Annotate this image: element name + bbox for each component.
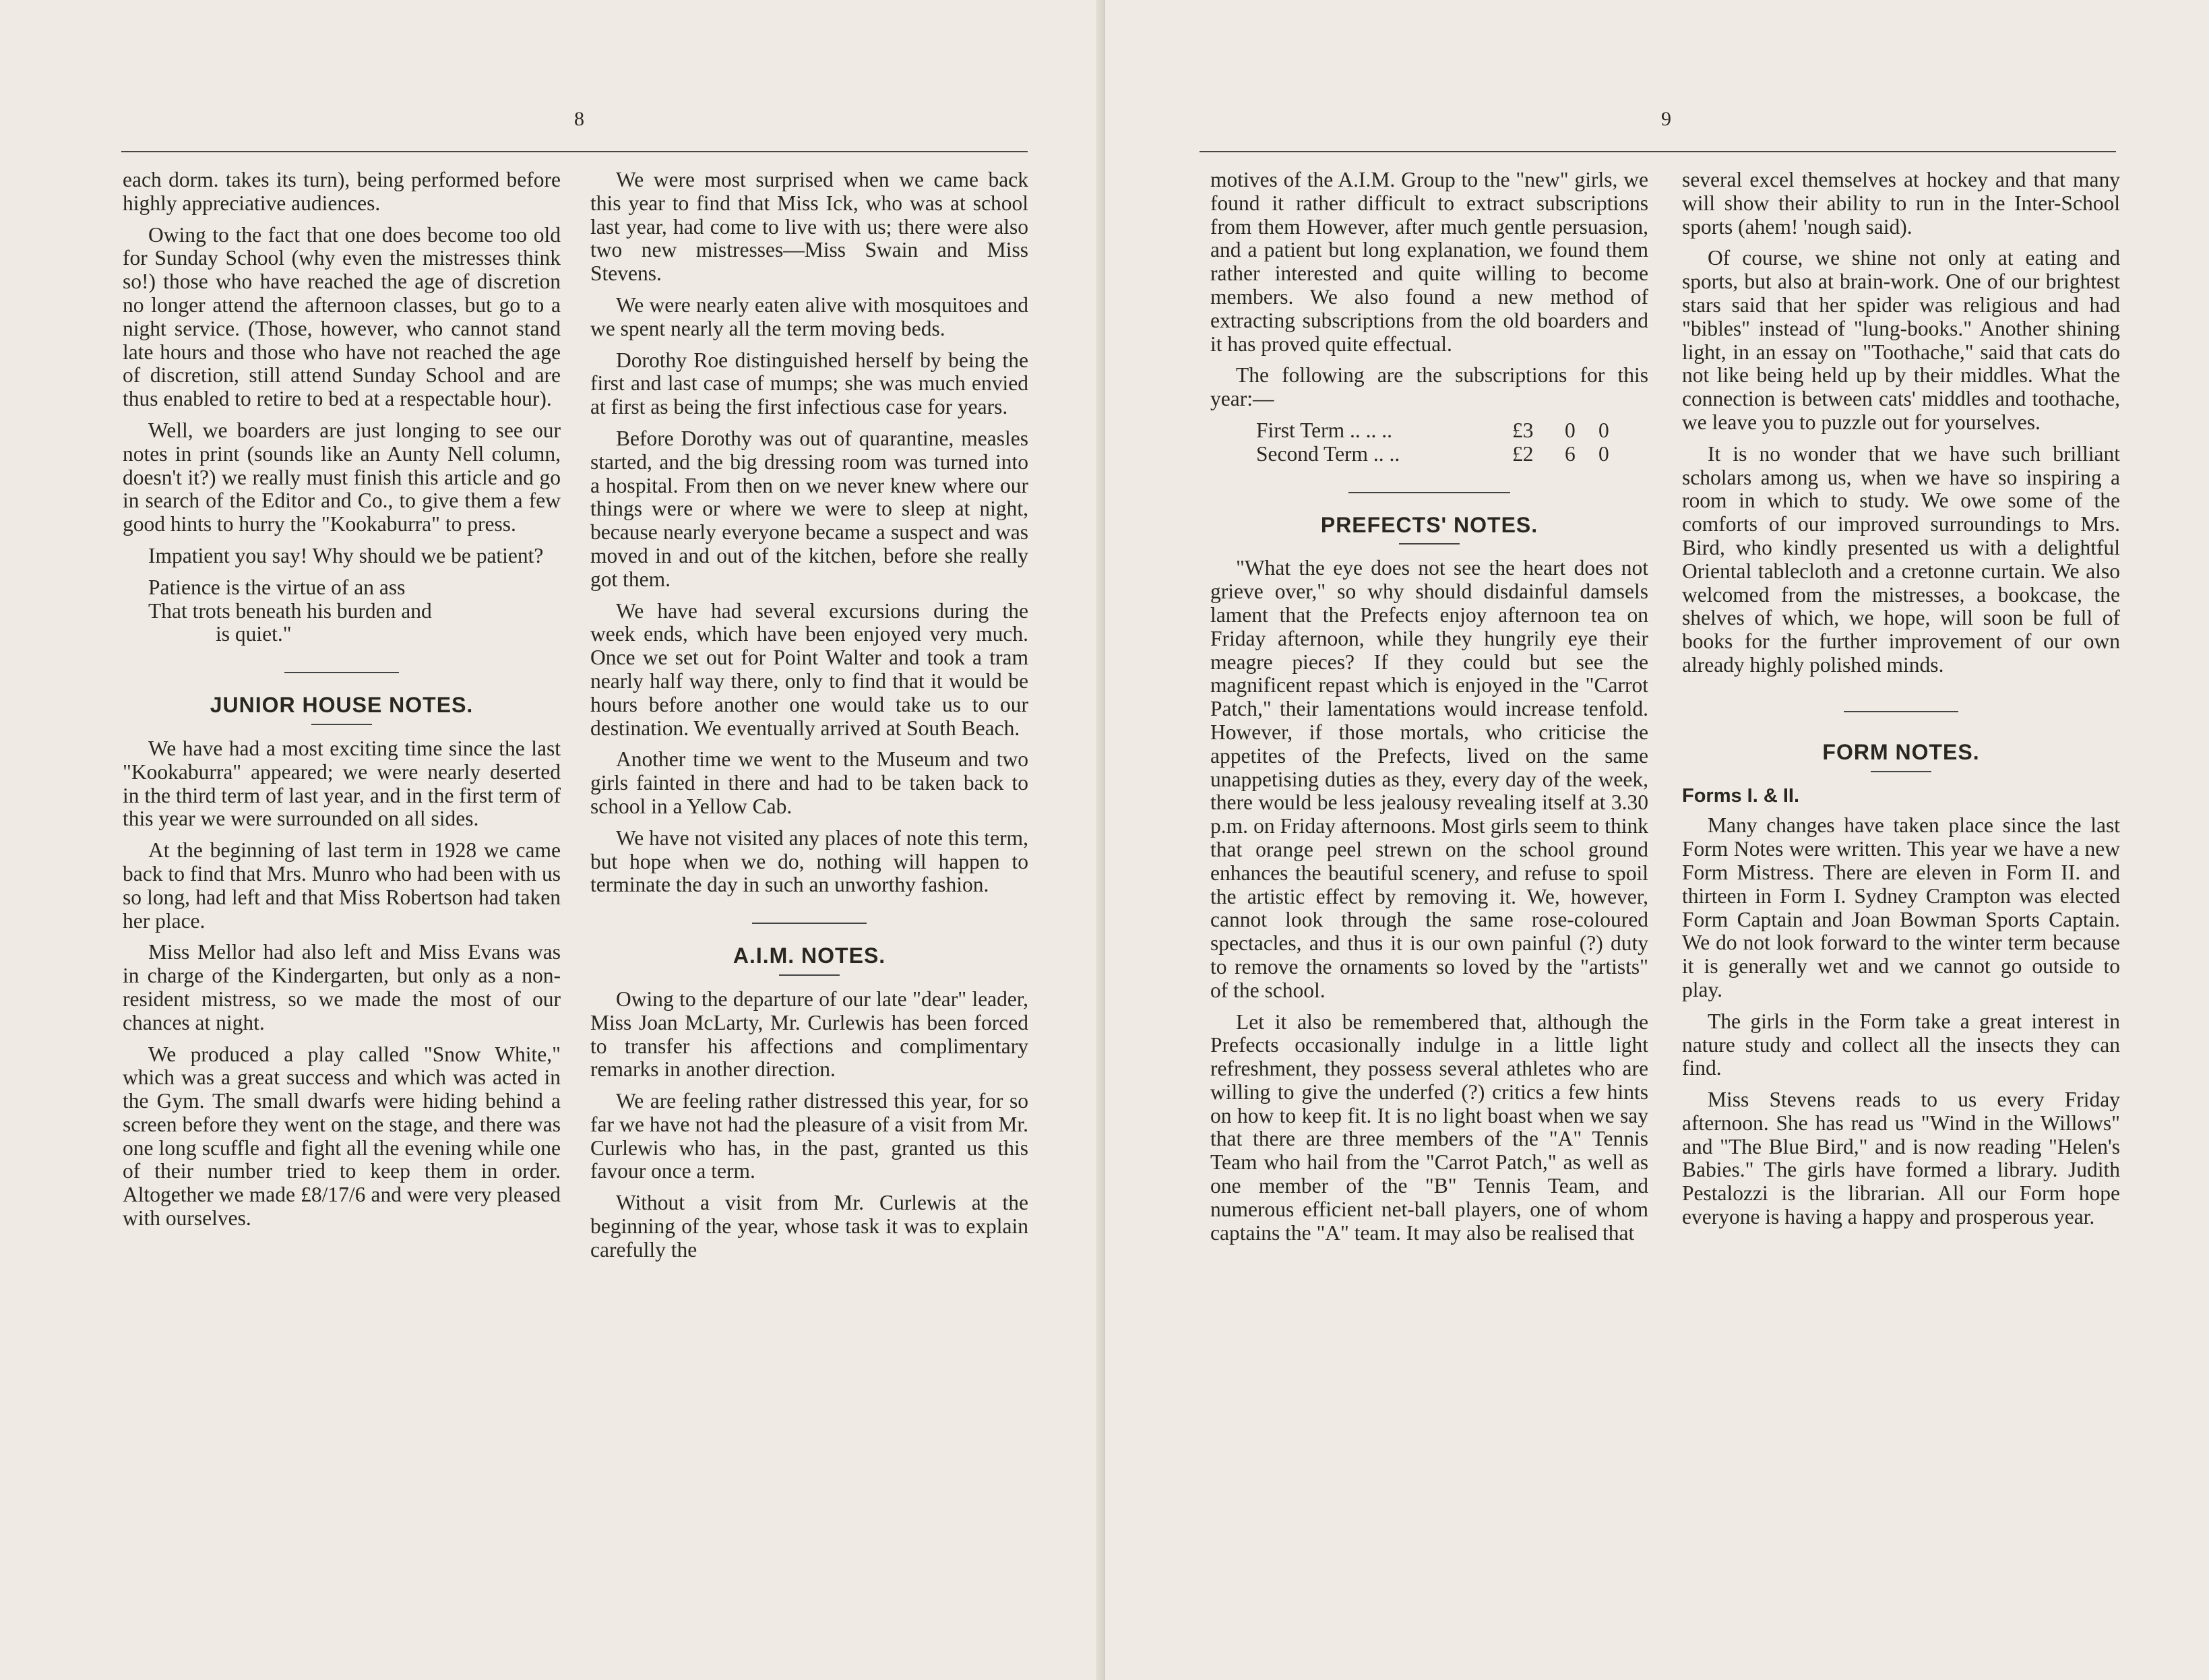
paragraph: each dorm. takes its turn), being performed before highly appreciative audiences. [123,168,561,215]
shillings: 6 [1565,441,1576,466]
left-column-2 [590,168,1028,1270]
paragraph: "What the eye does not see the heart does not grieve over," so why should disdainful damsels lament that the Prefects enjoy afternoon tea on Friday afternoon, while they hungrily eye their meagre pieces? If they could but see the magnificent repast which is enjoyed in the "Carrot Patch," their lamentations would increase tenfold. However, if those mortals, who criticise the appetites of the Prefects, lived on the same unappetising duties as they, every day of the week, there would be less jealousy revealing itself at 3.30 p.m. on Friday afternoons. Most girls seem to think that orange peel strewn on the school ground enhances the beautiful scenery, and refuse to spoil the artistic effect by removing it. We, however, cannot look through the same rose-coloured spectacles, and thus it is our own painful (?) duty to remove the ornaments so loved by the "artists" of the school. [1210,556,1648,1002]
paragraph: We were nearly eaten alive with mosquitoes and we spent nearly all the term moving beds. [590,292,1028,340]
subheading: Forms I. & II. [1682,784,1800,807]
right-column-1 [1210,168,1648,1253]
heading-underline [311,724,372,725]
term-label: Second Term .. .. [1256,441,1400,466]
paragraph: We were most surprised when we came back this year to find that Miss Ick, who was at school last year, had come to live with us; there were also two new mistresses—Miss Swain and Miss Stevens. [590,168,1028,286]
subscriptions-table [1256,419,1648,466]
paragraph: several excel themselves at hockey and that many will show their ability to run in the Inter-School sports (ahem! 'nough said). [1682,168,2120,239]
header-rule [1200,151,2116,152]
shillings: 0 [1565,418,1576,442]
paragraph: We are feeling rather distressed this year, for so far we have not had the pleasure of a visit from Mr. Curlewis who has, in the past, granted us this favour once a term. [590,1089,1028,1183]
pence: 0 [1598,441,1609,466]
paragraph: Before Dorothy was out of quarantine, measles started, and the big dressing room was turned into a hospital. From then on we never knew where our things were or where we were to sleep at night, because nearly everyone became a suspect and was moved in and out of the kitchen, before she really got them. [590,426,1028,591]
paragraph: Another time we went to the Museum and two girls fainted in there and had to be taken back to school in a Yellow Cab. [590,747,1028,818]
paragraph: We have not visited any places of note this term, but hope when we do, nothing will happen to terminate the day in such an unworthy fashion. [590,826,1028,897]
subscription-row [1256,443,1648,466]
paragraph: Many changes have taken place since the last Form Notes were written. This year we have a new Form Mistress. There are eleven in Form II. and thirteen in Form I. Sydney Crampton was elected Form Captain and Joan Bowman Sports Captain. We do not look forward to the winter term because it is generally wet and we cannot go outside to play. [1682,813,2120,1001]
paragraph: Impatient you say! Why should we be patient? [148,543,544,567]
section-heading: JUNIOR HOUSE NOTES. [210,693,474,718]
paragraph: Dorothy Roe distinguished herself by being the first and last case of mumps; she was much envied at first as being the first infectious case for years. [590,348,1028,419]
paragraph: We have had several excursions during the week ends, which have been enjoyed very much. Once we set out for Point Walter and took a tram nearly half way there, only to find that it would be hours before another one would take us to our destination. We eventually arrived at South Beach. [590,598,1028,740]
right-column-2 [1682,168,2120,1237]
paragraph: motives of the A.I.M. Group to the "new" girls, we found it rather difficult to extract subscriptions from them However, after much gentle persuasion, and a patient but long explanation, we found them rather interested and quite willing to become members. We also found a new method of extracting subscriptions from the old boarders and it has proved quite effectual. [1210,168,1648,356]
verse-line: That trots beneath his burden and [148,598,432,623]
paragraph: We have had a most exciting time since the last "Kookaburra" appeared; we were nearly deserted in the third term of last year, and in the first term of this year we were surrounded on all sides. [123,736,561,831]
paragraph: Well, we boarders are just longing to see our notes in print (sounds like an Aunty Nell column, doesn't it?) we really must finish this article and go in search of the Editor and Co., to give them a few good hints to hurry the "Kookaburra" to press. [123,418,561,536]
verse-line: Patience is the virtue of an ass [148,575,406,599]
pounds: £3 [1512,418,1534,442]
paragraph: The girls in the Form take a great interest in nature study and collect all the insects they can find. [1682,1009,2120,1080]
term-label: First Term .. .. .. [1256,418,1392,442]
paragraph: Without a visit from Mr. Curlewis at the beginning of the year, whose task it was to explain carefully the [590,1191,1028,1262]
paragraph: Miss Mellor had also left and Miss Evans was in charge of the Kindergarten, but only as a non-resident mistress, so we made the most of our chances at night. [123,940,561,1034]
subscription-row [1256,419,1648,443]
header-rule [121,151,1028,152]
right-page [1105,0,2209,1680]
paragraph: Of course, we shine not only at eating and sports, but also at brain-work. One of our brightest stars said that her spider was religious and had "bibles" instead of "lung-books." Another shining light, in an essay on "Toothache," said that cats do not like being held up by their middles. What the connection is between cats' middles and toothache, we leave you to puzzle out for yourselves. [1682,246,2120,434]
paragraph: Owing to the fact that one does become too old for Sunday School (why even the mistresses think so!) those who have reached the age of discretion no longer attend the afternoon classes, but go to a night service. (Those, however, who cannot stand late hours and those who have not reached the age of discretion, still attend Sunday School and are thus enabled to retire to bed at a respectable hour). [123,222,561,411]
paragraph: We produced a play called "Snow White," which was a great success and which was acted in the Gym. The small dwarfs were hiding behind a screen before they went on the stage, and there was one long scuffle and fight all the evening while one of their number tried to keep them in order. Altogether we made £8/17/6 and were very pleased with ourselves. [123,1042,561,1231]
paragraph: It is no wonder that we have such brilliant scholars among us, when we have so inspiring a room in which to study. We owe some of the comforts of our improved surroundings to Mrs. Bird, who kindly presented us with a delightful Oriental tablecloth and a cretonne curtain. We also welcomed from the mistresses, a bookcase, the shelves of which, we hope, will soon be full of books for the further improvement of our own already highly polished minds. [1682,441,2120,677]
section-heading: A.I.M. NOTES. [733,943,886,968]
heading-underline [1871,771,1931,772]
section-divider [1844,711,1958,712]
section-heading: PREFECTS' NOTES. [1320,512,1538,537]
section-divider [752,923,867,924]
page-number: 8 [574,108,584,130]
pounds: £2 [1512,441,1534,466]
heading-underline [1399,543,1460,545]
left-page [0,0,1102,1680]
page-number: 9 [1661,108,1671,130]
verse-line: is quiet." [216,622,292,646]
paragraph: Miss Stevens reads to us every Friday afternoon. She has read us "Wind in the Willows" and "The Blue Bird," and is now reading "Helen's Babies." The girls have formed a library. Judith Pestalozzi is the librarian. All our Form hope everyone is having a happy and prosperous year. [1682,1088,2120,1229]
section-heading: FORM NOTES. [1822,739,1980,764]
left-column-1 [123,168,561,1239]
section-divider [284,672,399,673]
paragraph: Owing to the departure of our late "dear" leader, Miss Joan McLarty, Mr. Curlewis has been forced to transfer his affections and complimentary remarks in another direction. [590,987,1028,1082]
pence: 0 [1598,418,1609,442]
paragraph: Let it also be remembered that, although the Prefects occasionally indulge in a little light refreshment, they possess several athletes who are willing to give the underfed (?) critics a few hints on how to keep fit. It is no light boast when we say that there are three members of the "A" Tennis Team who hail from the "Carrot Patch," as well as one member of the "B" Tennis Team, and numerous efficient net-ball players, one of whom captains the "A" team. It may also be realised that [1210,1009,1648,1245]
heading-underline [779,974,840,976]
paragraph: The following are the subscriptions for this year:— [1210,363,1648,411]
section-divider [1348,492,1510,493]
paragraph: At the beginning of last term in 1928 we came back to find that Mrs. Munro who had been with us so long, had left and that Miss Robertson had taken her place. [123,838,561,933]
verse [148,576,561,646]
